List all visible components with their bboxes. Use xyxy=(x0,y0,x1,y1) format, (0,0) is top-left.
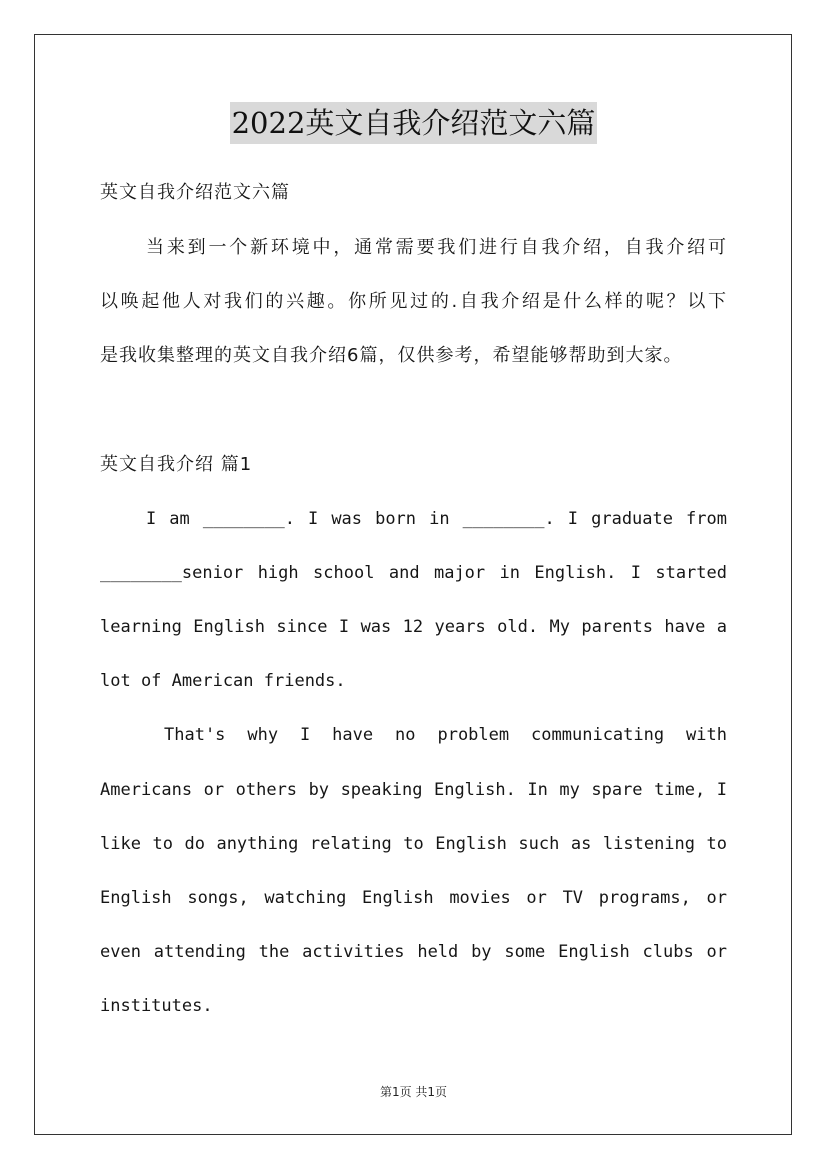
paragraph1-line-2: ________senior high school and major in English. I started xyxy=(100,563,727,583)
intro-line-3: 是我收集整理的英文自我介绍6篇，仅供参考，希望能够帮助到大家。 xyxy=(100,345,683,366)
paragraph2-line-4: English songs, watching English movies or TV programs, or xyxy=(100,888,727,908)
document-title: 2022英文自我介绍范文六篇 xyxy=(230,102,598,144)
intro-line-2: 以唤起他人对我们的兴趣。你所见过的.自我介绍是什么样的呢？以下 xyxy=(100,291,727,312)
paragraph2-line-3: like to do anything relating to English such as listening to xyxy=(100,834,727,854)
paragraph1-line-4: lot of American friends. xyxy=(100,671,346,691)
document-subtitle: 英文自我介绍范文六篇 xyxy=(100,182,290,203)
paragraph2-line-6: institutes. xyxy=(100,996,213,1016)
paragraph2-line-1: That's why I have no problem communicating with xyxy=(164,725,727,745)
page-number-footer: 第1页 共1页 xyxy=(379,1085,448,1099)
section-heading: 英文自我介绍 篇1 xyxy=(100,454,253,475)
paragraph1-line-1: I am ________. I was born in ________. I graduate from xyxy=(146,509,727,529)
title-container xyxy=(0,102,827,144)
intro-line-1: 当来到一个新环境中，通常需要我们进行自我介绍，自我介绍可 xyxy=(146,237,727,258)
paragraph2-line-2: Americans or others by speaking English. In my spare time, I xyxy=(100,780,727,800)
paragraph2-line-5: even attending the activities held by some English clubs or xyxy=(100,942,727,962)
paragraph1-line-3: learning English since I was 12 years old. My parents have a xyxy=(100,617,727,637)
